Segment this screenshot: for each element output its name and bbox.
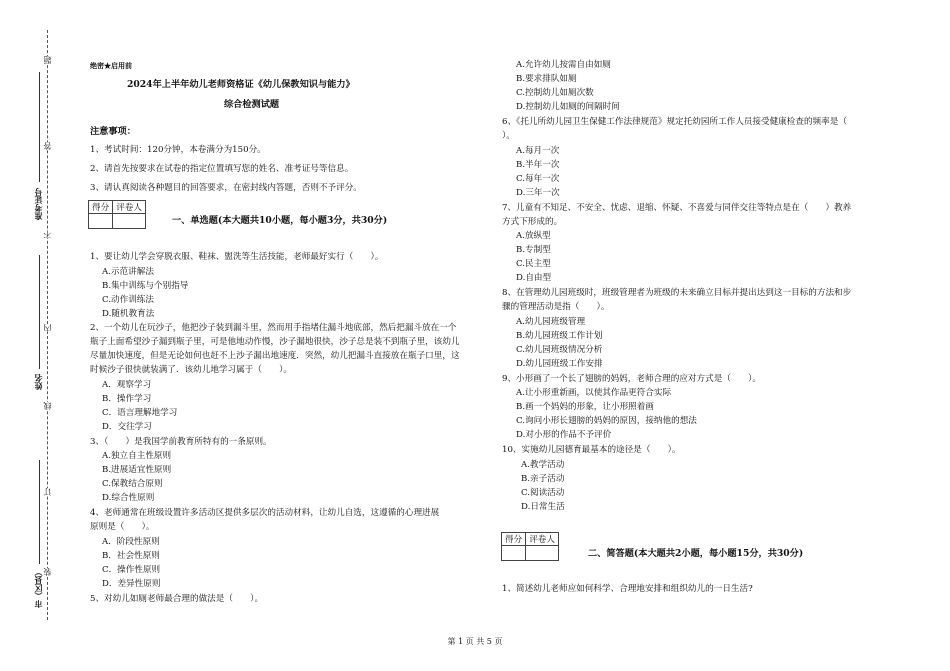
option: C.控制幼儿如厕次数: [516, 88, 594, 98]
question-stem: 3、（ ）是我国学前教育所特有的一条原则。: [90, 437, 272, 447]
grader-cell[interactable]: [113, 214, 146, 229]
option: A.放纵型: [516, 231, 551, 241]
option: B.集中训练与个别指导: [102, 281, 189, 291]
option: B．操作学习: [102, 394, 152, 404]
option: D．差异性原则: [102, 579, 161, 589]
option: B.专制型: [516, 245, 551, 255]
option: D.控制幼儿如厕的间隔时间: [516, 102, 620, 112]
score-box: [88, 200, 146, 229]
question-stem: 9、小形画了一个长了翅膀的妈妈，老师合理的应对方式是（ ）。: [502, 374, 761, 384]
exam-number-field[interactable]: [39, 72, 40, 182]
binding-mark: 线: [43, 402, 52, 410]
option: A.幼儿园班级管理: [516, 317, 586, 327]
option: C.询问小形长翅膀的妈妈的原因，接纳他的想法: [516, 416, 697, 426]
grader-label: 评卷人: [526, 533, 559, 546]
grader-label: 评卷人: [113, 201, 146, 214]
question-stem: 1、简述幼儿老师应如何科学、合理地安排和组织幼儿的一日生活?: [502, 584, 753, 594]
section1-title: 一、单选题(本大题共10小题，每小题3分，共30分): [172, 215, 388, 226]
option: C.幼儿园班级情况分析: [516, 345, 603, 355]
binding-mark: 答: [43, 142, 52, 150]
option: C．操作性原则: [102, 565, 161, 575]
note-item: 2、请首先按要求在试卷的指定位置填写您的姓名、准考证号等信息。: [90, 164, 354, 174]
score-label: 得分: [502, 533, 526, 546]
option: B．社会性原则: [102, 551, 160, 561]
exam-number-label: 准考证号: [34, 188, 43, 220]
page-footer: 第 1 页 共 5 页: [447, 637, 503, 646]
grader-cell[interactable]: [526, 546, 559, 561]
option: D.综合性原则: [102, 493, 155, 503]
option: D．交往学习: [102, 422, 152, 432]
option: C.保教结合原则: [102, 479, 163, 489]
question-stem: 5、对幼儿如厕老师最合理的做法是（ ）。: [90, 594, 264, 604]
option: B.画一个妈妈的形象，让小形照着画: [516, 402, 654, 412]
score-cell[interactable]: [89, 214, 113, 229]
question-stem: 10、实施幼儿园德育最基本的途径是（ ）。: [502, 445, 681, 455]
question-stem: 尽量加快速度，但是无论如何也赶不上沙子漏出地速度．突然，幼儿把漏斗直接放在瓶子口里，这: [90, 351, 460, 361]
option: C.每年一次: [516, 174, 560, 184]
score-label: 得分: [89, 201, 113, 214]
page-title: 2024年上半年幼儿老师资格证《幼儿保教知识与能力》: [127, 79, 355, 90]
question-stem: ）。: [502, 131, 515, 141]
name-field[interactable]: [39, 255, 40, 369]
option: D.对小形的作品不予评价: [516, 430, 612, 440]
question-stem: 7、儿童有不知足、不安全、忧虑、退缩、怀疑、不喜爱与同伴交往等特点是在（ ）教养: [502, 203, 852, 213]
option: D.幼儿园班级工作安排: [516, 359, 603, 369]
option: A.独立自主性原则: [102, 451, 172, 461]
question-stem: 时候沙子很快就装满了．该幼儿地学习属于（ ）。: [90, 365, 292, 375]
note-item: 1、考试时间：120分钟，本卷满分为150分。: [90, 145, 266, 155]
binding-mark: 题: [43, 56, 52, 64]
question-stem: 1、要让幼儿学会穿脱衣服、鞋袜、盥洗等生活技能，老师最好实行（ ）。: [90, 252, 384, 262]
option: D.随机教育法: [102, 309, 155, 319]
name-label: 姓名: [34, 374, 43, 390]
option: A.示范讲解法: [102, 267, 154, 277]
option: B.亲子活动: [521, 474, 565, 484]
question-stem: 4、老师通常在班级设置许多活动区提供多层次的活动材料，让幼儿自选，这遵循的心理进展: [90, 508, 440, 518]
question-stem: 6、《托儿所幼儿园卫生保健工作法律规范》规定托幼园所工作人员接受健康检查的频率是（: [502, 117, 847, 127]
question-stem: 原则是（ ）。: [90, 522, 155, 532]
option: A.每月一次: [516, 146, 560, 156]
score-box: [501, 532, 559, 561]
option: A.教学活动: [521, 460, 565, 470]
option: C.动作训练法: [102, 295, 154, 305]
secret-label: 绝密★启用前: [90, 61, 132, 70]
page-subtitle: 综合检测试题: [224, 99, 280, 110]
option: A．阶段性原则: [102, 537, 160, 547]
option: B.幼儿园班级工作计划: [516, 331, 603, 341]
option: B.进展适宜性原则: [102, 465, 172, 475]
option: D.自由型: [516, 273, 552, 283]
binding-mark: 订: [43, 488, 52, 496]
district-field[interactable]: [39, 460, 40, 564]
option: D.三年一次: [516, 188, 560, 198]
question-stem: 瓶子上面希望沙子漏到瓶子里，可是他地动作慢，沙子漏地很快，沙子总是装不到瓶子里，该幼儿: [90, 337, 460, 347]
option: B.要求排队如厕: [516, 74, 577, 84]
note-item: 3、请认真阅读各种题目的回答要求，在密封线内答题，否则不予评分。: [90, 183, 362, 193]
section2-title: 二、简答题(本大题共2小题，每小题15分，共30分): [588, 548, 804, 559]
question-stem: 2、一个幼儿在玩沙子，他把沙子装到漏斗里，然而用手指堵住漏斗地底部，然后把漏斗放在一个: [90, 323, 457, 333]
option: C.民主型: [516, 259, 551, 269]
option: A.让小形重新画，以使其作品更符合实际: [516, 388, 672, 398]
option: A.允许幼儿按需自由如厕: [516, 60, 611, 70]
notes-heading: 注意事项：: [90, 126, 136, 137]
option: A．观察学习: [102, 380, 152, 390]
option: C.阅读活动: [521, 488, 565, 498]
binding-mark: 装: [43, 568, 52, 576]
question-stem: 8、在管理幼儿园班级时，班级管理者为班级的未来确立目标并提出达到这一目标的方法和步: [502, 288, 852, 298]
score-cell[interactable]: [502, 546, 526, 561]
option: C．语言理解地学习: [102, 408, 178, 418]
binding-mark: 内: [43, 324, 52, 332]
question-stem: 骤的管理活动是指（ ）。: [502, 302, 610, 312]
district-label: 市（区县）: [34, 568, 43, 608]
option: B.半年一次: [516, 160, 560, 170]
question-stem: 方式下形成的。: [502, 217, 563, 227]
option: D.日常生活: [521, 502, 565, 512]
binding-mark: 不: [43, 230, 52, 238]
